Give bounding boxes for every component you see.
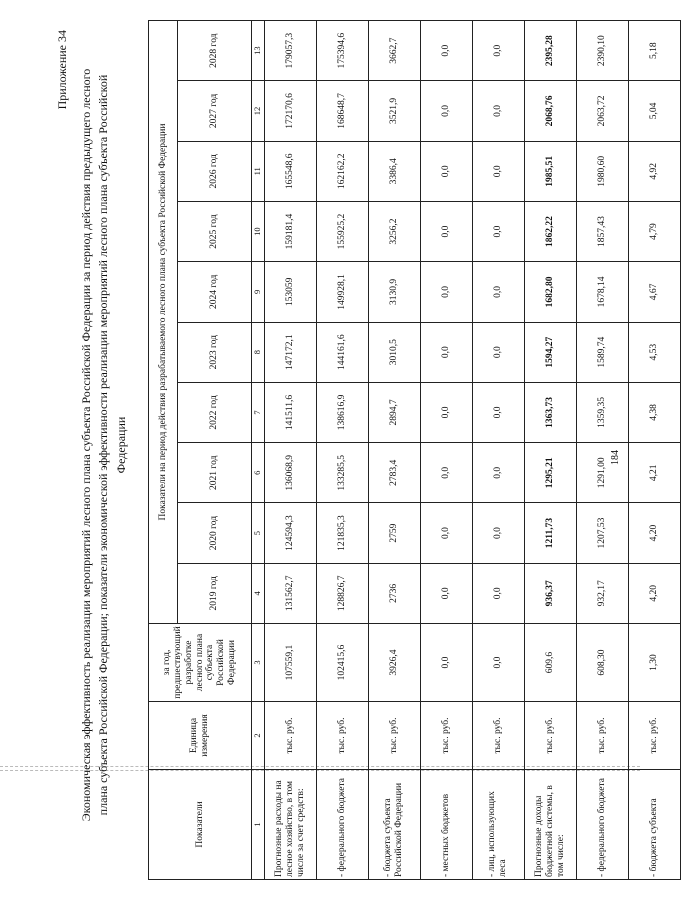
row-unit: тыс. руб. bbox=[524, 702, 576, 770]
header-indicator: Показатели bbox=[149, 770, 252, 880]
row-label: - федерального бюджета bbox=[576, 770, 628, 880]
table-cell: 4,53 bbox=[628, 322, 680, 382]
table-cell: 4,20 bbox=[628, 563, 680, 623]
table-row bbox=[420, 21, 472, 880]
table-cell: 608,30 bbox=[576, 624, 628, 702]
table-cell: 2068,76 bbox=[524, 81, 576, 141]
table-cell: 144161,6 bbox=[316, 322, 368, 382]
table-cell: 147172,1 bbox=[264, 322, 316, 382]
table-cell: 0,0 bbox=[420, 322, 472, 382]
table-cell: 1363,73 bbox=[524, 382, 576, 442]
row-label: Прогнозные расходы на лесное хозяйство, в том числе за счет средств: bbox=[264, 770, 316, 880]
table-cell: 1,30 bbox=[628, 624, 680, 702]
table-cell: 159181,4 bbox=[264, 201, 316, 261]
table-cell: 0,0 bbox=[420, 503, 472, 563]
efficiency-table bbox=[148, 20, 681, 880]
table-cell: 138616,9 bbox=[316, 382, 368, 442]
table-cell: 2063,72 bbox=[576, 81, 628, 141]
table-cell: 1857,43 bbox=[576, 201, 628, 261]
row-unit: тыс. руб. bbox=[472, 702, 524, 770]
header-year: 2028 год bbox=[178, 21, 252, 81]
table-cell: 0,0 bbox=[472, 201, 524, 261]
table-cell: 4,79 bbox=[628, 201, 680, 261]
table-cell: 0,0 bbox=[472, 21, 524, 81]
table-cell: 1207,53 bbox=[576, 503, 628, 563]
table-cell: 0,0 bbox=[472, 81, 524, 141]
column-number: 6 bbox=[252, 443, 265, 503]
table-cell: 179057,3 bbox=[264, 21, 316, 81]
table-cell: 0,0 bbox=[420, 141, 472, 201]
table-cell: 936,37 bbox=[524, 563, 576, 623]
column-number: 9 bbox=[252, 262, 265, 322]
row-label: - лиц, использующих леса bbox=[472, 770, 524, 880]
header-year: 2026 год bbox=[178, 141, 252, 201]
table-cell: 0,0 bbox=[472, 624, 524, 702]
table-cell: 5,04 bbox=[628, 81, 680, 141]
table-cell: 1980,60 bbox=[576, 141, 628, 201]
table-row bbox=[524, 21, 576, 880]
header-unit: Единица измерения bbox=[149, 702, 252, 770]
table-cell: 2894,7 bbox=[368, 382, 420, 442]
header-year: 2021 год bbox=[178, 443, 252, 503]
table-cell: 162162,2 bbox=[316, 141, 368, 201]
table-cell: 1678,14 bbox=[576, 262, 628, 322]
table-cell: 0,0 bbox=[472, 382, 524, 442]
table-cell: 131562,7 bbox=[264, 563, 316, 623]
row-label: - бюджета субъекта bbox=[628, 770, 680, 880]
header-year: 2020 год bbox=[178, 503, 252, 563]
header-year: 2024 год bbox=[178, 262, 252, 322]
table-cell: 4,38 bbox=[628, 382, 680, 442]
table-cell: 0,0 bbox=[472, 503, 524, 563]
table-row bbox=[472, 21, 524, 880]
table-cell: 0,0 bbox=[472, 141, 524, 201]
row-label: - местных бюджетов bbox=[420, 770, 472, 880]
table-cell: 1359,35 bbox=[576, 382, 628, 442]
table-cell: 1291,00 bbox=[576, 443, 628, 503]
table-cell: 136068,9 bbox=[264, 443, 316, 503]
table-cell: 609,6 bbox=[524, 624, 576, 702]
table-cell: 0,0 bbox=[420, 201, 472, 261]
table-cell: 128826,7 bbox=[316, 563, 368, 623]
table-cell: 3521,9 bbox=[368, 81, 420, 141]
table-cell: 5,18 bbox=[628, 21, 680, 81]
table-cell: 0,0 bbox=[472, 262, 524, 322]
column-number: 1 bbox=[252, 770, 265, 880]
table-cell: 0,0 bbox=[420, 81, 472, 141]
table-cell: 107559,1 bbox=[264, 624, 316, 702]
row-unit: тыс. руб. bbox=[316, 702, 368, 770]
table-cell: 155925,2 bbox=[316, 201, 368, 261]
table-cell: 1589,74 bbox=[576, 322, 628, 382]
table-cell: 2390,10 bbox=[576, 21, 628, 81]
table-cell: 149928,1 bbox=[316, 262, 368, 322]
table-cell: 3130,9 bbox=[368, 262, 420, 322]
table-cell: 165548,6 bbox=[264, 141, 316, 201]
table-cell: 2736 bbox=[368, 563, 420, 623]
table-row bbox=[368, 21, 420, 880]
header-year: 2023 год bbox=[178, 322, 252, 382]
row-unit: тыс. руб. bbox=[264, 702, 316, 770]
table-cell: 124594,3 bbox=[264, 503, 316, 563]
table-cell: 3010,5 bbox=[368, 322, 420, 382]
table-cell: 175394,6 bbox=[316, 21, 368, 81]
table-cell: 172170,6 bbox=[264, 81, 316, 141]
table-cell: 2395,28 bbox=[524, 21, 576, 81]
table-cell: 141511,6 bbox=[264, 382, 316, 442]
table-cell: 153059 bbox=[264, 262, 316, 322]
table-cell: 1211,73 bbox=[524, 503, 576, 563]
table-cell: 0,0 bbox=[420, 443, 472, 503]
table-cell: 3926,4 bbox=[368, 624, 420, 702]
column-number: 12 bbox=[252, 81, 265, 141]
table-cell: 0,0 bbox=[420, 382, 472, 442]
table-cell: 2783,4 bbox=[368, 443, 420, 503]
table-cell: 0,0 bbox=[420, 563, 472, 623]
table-cell: 0,0 bbox=[472, 443, 524, 503]
table-cell: 1594,27 bbox=[524, 322, 576, 382]
table-cell: 2759 bbox=[368, 503, 420, 563]
table-cell: 1862,22 bbox=[524, 201, 576, 261]
table-row bbox=[264, 21, 316, 880]
table-cell: 3256,2 bbox=[368, 201, 420, 261]
table-row bbox=[628, 21, 680, 880]
table-row bbox=[316, 21, 368, 880]
table-cell: 3662,7 bbox=[368, 21, 420, 81]
header-year: 2022 год bbox=[178, 382, 252, 442]
column-number: 2 bbox=[252, 702, 265, 770]
row-label: - бюджета субъекта Российской Федерации bbox=[368, 770, 420, 880]
table-cell: 0,0 bbox=[472, 563, 524, 623]
column-number: 3 bbox=[252, 624, 265, 702]
header-year: 2027 год bbox=[178, 81, 252, 141]
table-cell: 3386,4 bbox=[368, 141, 420, 201]
table-cell: 133285,5 bbox=[316, 443, 368, 503]
column-number: 5 bbox=[252, 503, 265, 563]
document-title: Экономическая эффективность реализации мероприятий лесного плана субъекта Российской Федерации за период действия предыдущего лесного плана субъекта Российской Федерации; показатели экономической эффективности реализации мероприятий лесного плана субъекта Российской Федерации bbox=[79, 68, 128, 822]
table-cell: 0,0 bbox=[420, 262, 472, 322]
table-cell: 0,0 bbox=[420, 624, 472, 702]
header-year: 2025 год bbox=[178, 201, 252, 261]
column-number: 11 bbox=[252, 141, 265, 201]
table-cell: 1682,80 bbox=[524, 262, 576, 322]
column-number: 4 bbox=[252, 563, 265, 623]
table-cell: 4,67 bbox=[628, 262, 680, 322]
column-number: 13 bbox=[252, 21, 265, 81]
table-cell: 0,0 bbox=[420, 21, 472, 81]
table-cell: 1985,51 bbox=[524, 141, 576, 201]
row-label: Прогнозные доходы бюджетной системы, в том числе: bbox=[524, 770, 576, 880]
header-prev-period: за год, предшествующий разработке лесного плана субъекта Российской Федерации bbox=[149, 624, 252, 702]
table-cell: 4,20 bbox=[628, 503, 680, 563]
header-group: Показатели на период действия разрабатываемого лесного плана субъекта Российской Федерации bbox=[149, 21, 178, 624]
header-year: 2019 год bbox=[178, 563, 252, 623]
row-unit: тыс. руб. bbox=[628, 702, 680, 770]
column-number: 7 bbox=[252, 382, 265, 442]
table-cell: 932,17 bbox=[576, 563, 628, 623]
table-cell: 1295,21 bbox=[524, 443, 576, 503]
row-unit: тыс. руб. bbox=[368, 702, 420, 770]
appendix-label: Приложение 34 bbox=[55, 30, 69, 110]
row-unit: тыс. руб. bbox=[576, 702, 628, 770]
table-cell: 102415,6 bbox=[316, 624, 368, 702]
row-label: - федерального бюджета bbox=[316, 770, 368, 880]
column-number: 8 bbox=[252, 322, 265, 382]
table-cell: 4,92 bbox=[628, 141, 680, 201]
row-unit: тыс. руб. bbox=[420, 702, 472, 770]
table-cell: 121835,3 bbox=[316, 503, 368, 563]
table-cell: 0,0 bbox=[472, 322, 524, 382]
table-cell: 4,21 bbox=[628, 443, 680, 503]
table-cell: 168648,7 bbox=[316, 81, 368, 141]
page-number: 184 bbox=[610, 450, 621, 465]
column-number: 10 bbox=[252, 201, 265, 261]
